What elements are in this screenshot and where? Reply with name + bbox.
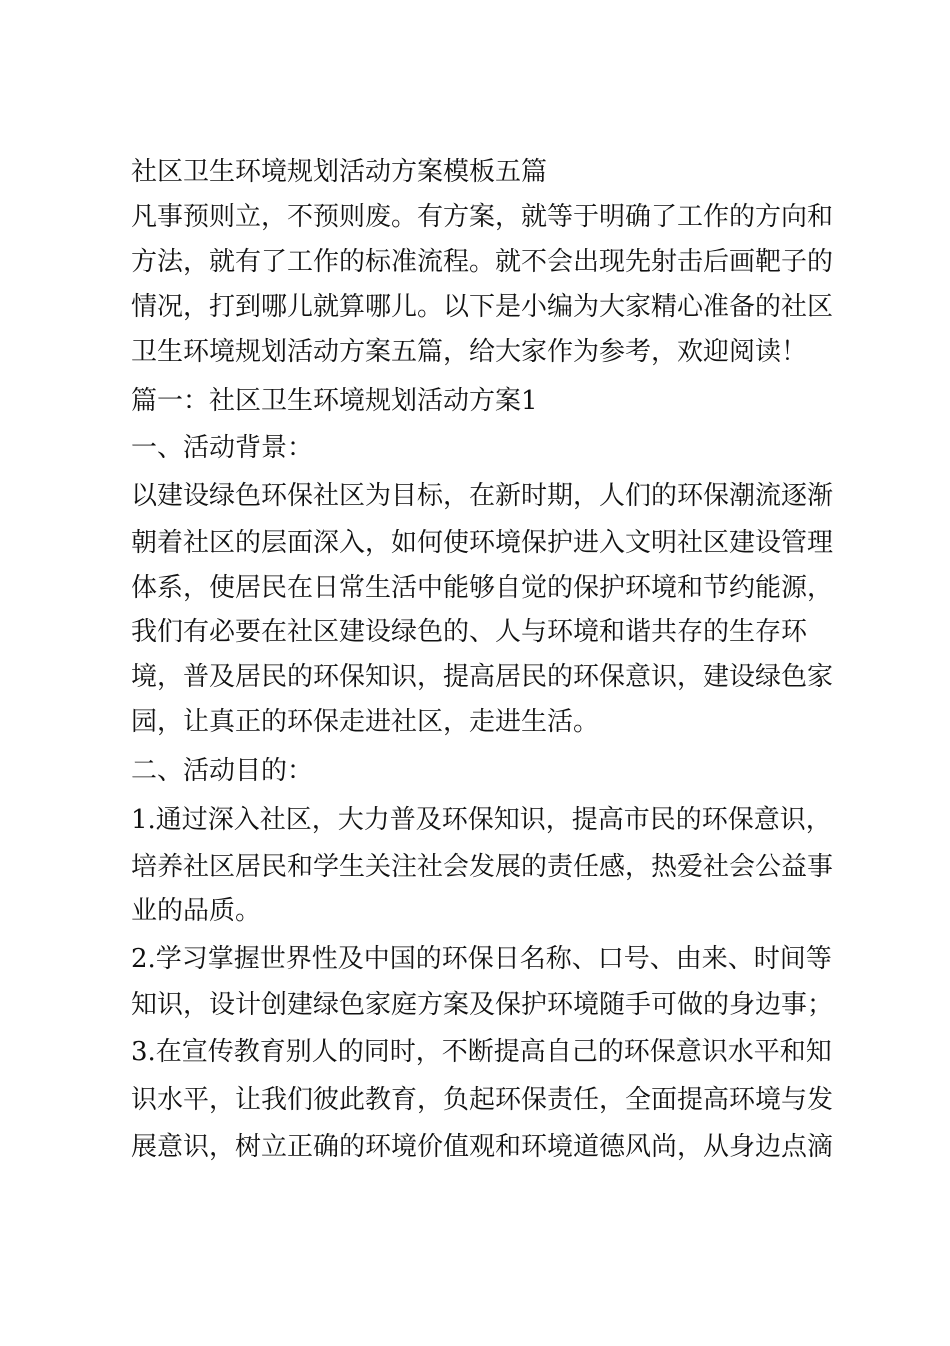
text-line: 知识，设计创建绿色家庭方案及保护环境随手可做的身边事； (131, 990, 834, 1020)
subsection-heading: 二、活动目的： (131, 756, 314, 786)
section-heading: 篇一：社区卫生环境规划活动方案1 (131, 386, 538, 416)
text-line: 朝着社区的层面深入，如何使环境保护进入文明社区建设管理 (131, 528, 834, 558)
text-line: 3.在宣传教育别人的同时，不断提高自己的环保意识水平和知 (131, 1037, 832, 1067)
text-line: 2.学习掌握世界性及中国的环保日名称、口号、由来、时间等 (131, 944, 832, 974)
text-line: 我们有必要在社区建设绿色的、人与环境和谐共存的生存环 (131, 617, 808, 647)
text-line: 以建设绿色环保社区为目标，在新时期，人们的环保潮流逐渐 (131, 481, 834, 511)
text-line: 方法，就有了工作的标准流程。就不会出现先射击后画靶子的 (131, 247, 834, 277)
text-line: 境，普及居民的环保知识，提高居民的环保意识，建设绿色家 (131, 662, 834, 692)
text-line: 凡事预则立，不预则废。有方案，就等于明确了工作的方向和 (131, 202, 834, 232)
text-line: 识水平，让我们彼此教育，负起环保责任，全面提高环境与发 (131, 1085, 834, 1115)
text-line: 1.通过深入社区，大力普及环保知识，提高市民的环保意识， (131, 805, 832, 835)
text-line: 卫生环境规划活动方案五篇，给大家作为参考，欢迎阅读！ (131, 337, 808, 367)
document-title: 社区卫生环境规划活动方案模板五篇 (131, 157, 548, 187)
text-line: 展意识，树立正确的环境价值观和环境道德风尚，从身边点滴 (131, 1132, 834, 1162)
text-line: 培养社区居民和学生关注社会发展的责任感，热爱社会公益事 (131, 852, 834, 882)
text-line: 业的品质。 (131, 896, 262, 926)
text-line: 体系，使居民在日常生活中能够自觉的保护环境和节约能源， (131, 573, 834, 603)
subsection-heading: 一、活动背景： (131, 433, 314, 463)
text-line: 情况，打到哪儿就算哪儿。以下是小编为大家精心准备的社区 (131, 292, 834, 322)
text-line: 园，让真正的环保走进社区，走进生活。 (131, 707, 600, 737)
